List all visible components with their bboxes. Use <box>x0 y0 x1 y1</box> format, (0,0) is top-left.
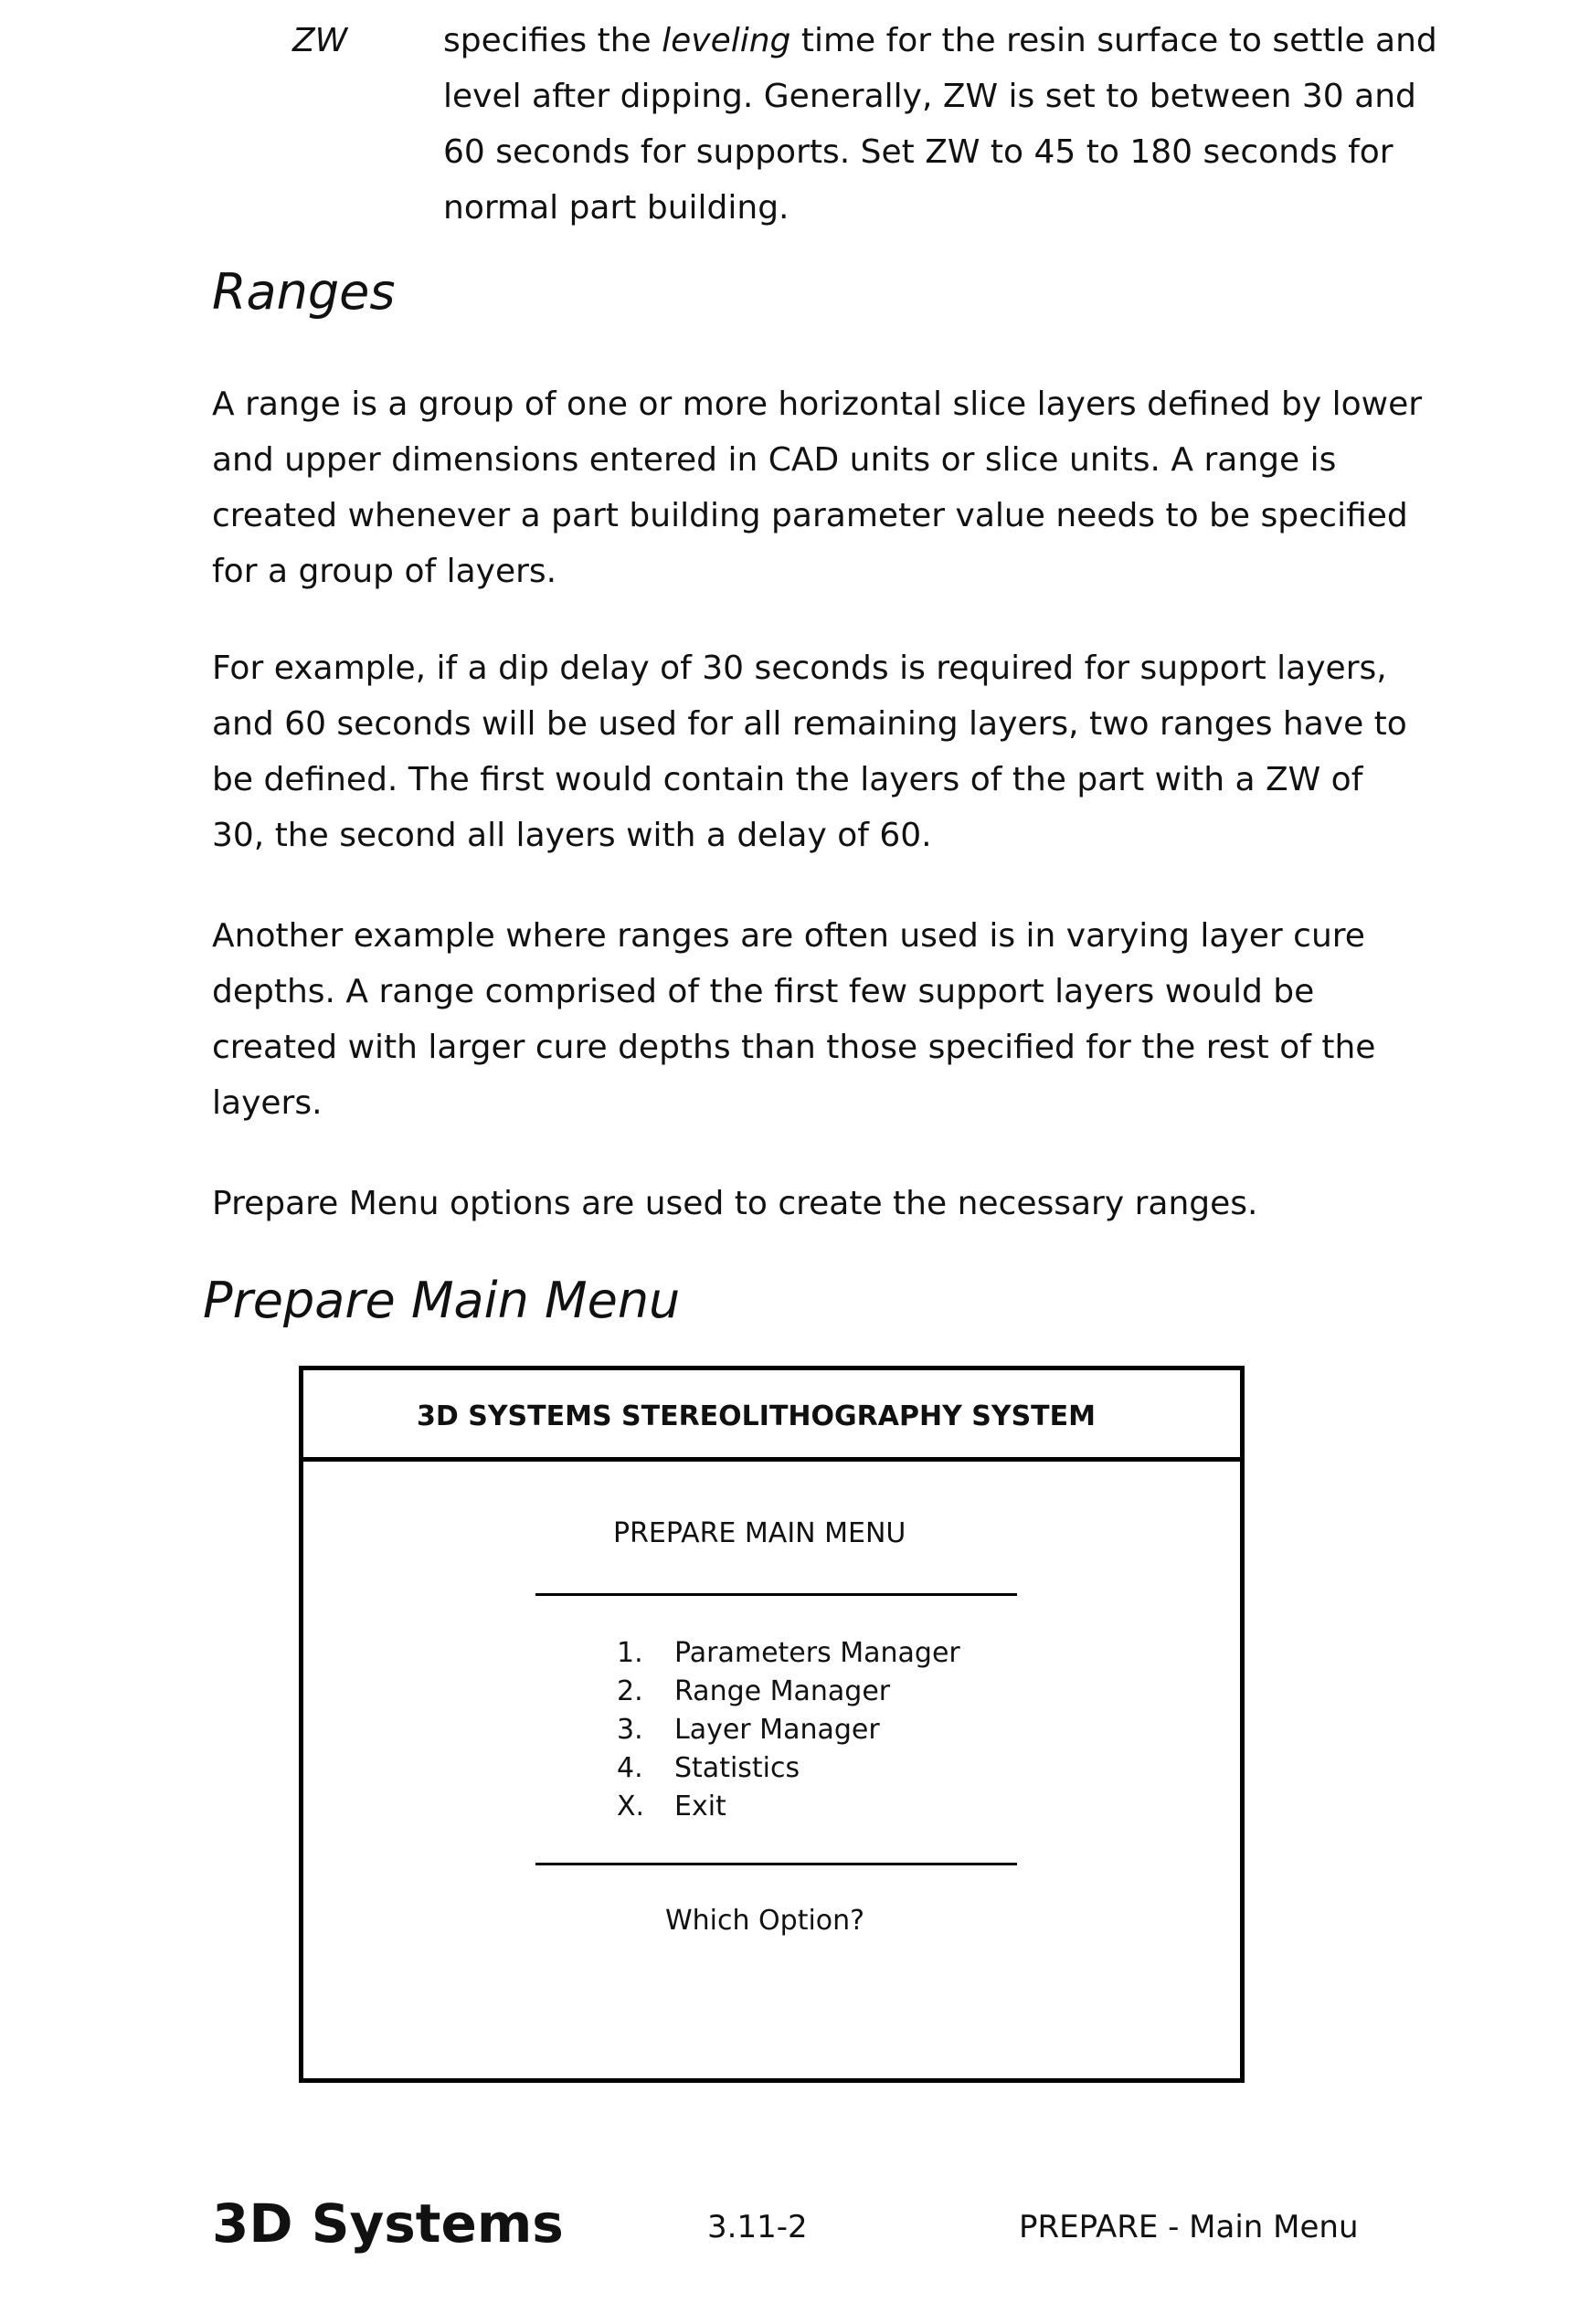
option-key: 1. <box>617 1634 674 1673</box>
page-number: 3.11-2 <box>707 2209 808 2245</box>
ranges-paragraph-1 <box>212 376 1422 599</box>
system-title: 3D SYSTEMS STEREOLITHOGRAPHY SYSTEM <box>417 1400 1096 1432</box>
divider <box>535 1593 1017 1596</box>
term-zw: ZW <box>292 13 347 69</box>
menu-option-range-manager[interactable] <box>617 1673 960 1711</box>
menu-option-exit[interactable] <box>617 1788 960 1826</box>
prepare-menu-screen <box>299 1366 1245 2083</box>
ranges-heading: Ranges <box>212 263 395 321</box>
text-line: A range is a group of one or more horizontal slice layers defined by lower <box>212 376 1422 432</box>
menu-option-parameters-manager[interactable] <box>617 1634 960 1673</box>
text-line: created whenever a part building parameter value needs to be specified <box>212 488 1422 544</box>
footer-section: PREPARE - Main Menu <box>1019 2209 1359 2245</box>
option-key: 2. <box>617 1673 674 1711</box>
text-line <box>443 13 1437 69</box>
text-line: and upper dimensions entered in CAD units or slice units. A range is <box>212 432 1422 488</box>
option-label: Layer Manager <box>674 1714 880 1746</box>
footer-brand: 3D Systems <box>212 2192 564 2255</box>
text-line: and 60 seconds will be used for all remaining layers, two ranges have to <box>212 696 1407 752</box>
option-key: X. <box>617 1788 674 1826</box>
text-line: layers. <box>212 1075 1375 1131</box>
text-line: created with larger cure depths than those specified for the rest of the <box>212 1019 1375 1075</box>
menu-option-layer-manager[interactable] <box>617 1711 960 1749</box>
text-line: For example, if a dip delay of 30 seconds is required for support layers, <box>212 640 1407 696</box>
emphasis: leveling <box>662 22 790 59</box>
divider <box>535 1863 1017 1865</box>
ranges-paragraph-2 <box>212 640 1407 863</box>
text-line: Prepare Menu options are used to create the necessary ranges. <box>212 1176 1257 1231</box>
text-line: depths. A range comprised of the first few support layers would be <box>212 964 1375 1019</box>
option-label: Range Manager <box>674 1675 890 1707</box>
option-label: Statistics <box>674 1752 800 1784</box>
screen-header <box>303 1370 1240 1462</box>
text-line: be defined. The first would contain the layers of the part with a ZW of <box>212 752 1407 808</box>
ranges-paragraph-3 <box>212 908 1375 1131</box>
text-line: level after dipping. Generally, ZW is set to between 30 and <box>443 69 1437 124</box>
menu-options <box>617 1634 960 1826</box>
option-key: 3. <box>617 1711 674 1749</box>
text-line: 30, the second all layers with a delay of 60. <box>212 808 1407 863</box>
prepare-main-menu-heading: Prepare Main Menu <box>203 1272 680 1329</box>
text-line-content: specifies the leveling time for the resin surface to settle and <box>443 22 1437 59</box>
text-line: 60 seconds for supports. Set ZW to 45 to 180 seconds for <box>443 124 1437 180</box>
option-label: Parameters Manager <box>674 1637 960 1669</box>
ranges-paragraph-4 <box>212 1176 1257 1231</box>
text-line: for a group of layers. <box>212 544 1422 599</box>
zw-description <box>443 13 1437 236</box>
text-line: normal part building. <box>443 180 1437 236</box>
option-label: Exit <box>674 1791 726 1822</box>
option-key: 4. <box>617 1749 674 1788</box>
menu-option-statistics[interactable] <box>617 1749 960 1788</box>
option-prompt[interactable]: Which Option? <box>665 1905 864 1937</box>
text-line: Another example where ranges are often used is in varying layer cure <box>212 908 1375 964</box>
menu-title: PREPARE MAIN MENU <box>613 1517 906 1549</box>
